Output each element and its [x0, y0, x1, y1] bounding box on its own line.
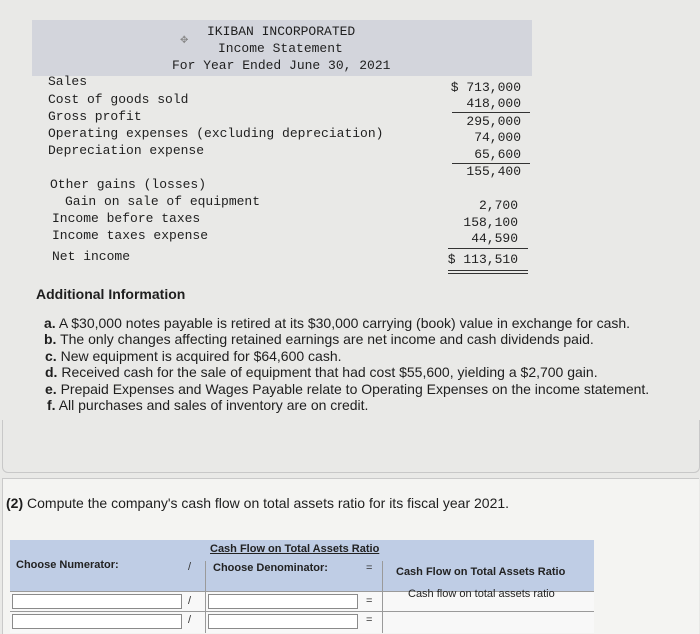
line-label: Other gains (losses) — [50, 177, 207, 192]
info-item — [36, 381, 696, 398]
equals-symbol: = — [366, 595, 373, 607]
additional-information — [36, 286, 696, 414]
row-divider — [10, 611, 594, 612]
item-letter: f. — [47, 397, 56, 413]
question-text — [6, 495, 509, 511]
result-row-label: Cash flow on total assets ratio — [408, 588, 555, 600]
equals-symbol: = — [366, 614, 373, 626]
denominator-input[interactable] — [208, 614, 358, 629]
line-amount: 155,400 — [466, 164, 521, 179]
item-text: All purchases and sales of inventory are on credit. — [58, 397, 369, 413]
table-title: Cash Flow on Total Assets Ratio — [210, 543, 380, 555]
line-amount: 74,000 — [474, 130, 521, 145]
item-text: Prepaid Expenses and Wages Payable relate to Operating Expenses on the income statement. — [60, 380, 650, 397]
divide-symbol: / — [188, 561, 192, 573]
statement-period: For Year Ended June 30, 2021 — [172, 58, 391, 73]
item-text: The only changes affecting retained earnings are net income and cash dividends paid. — [60, 331, 594, 347]
line-label: Sales — [48, 74, 88, 89]
info-item — [36, 315, 696, 332]
item-letter: d. — [45, 364, 58, 380]
line-amount: 44,590 — [471, 231, 518, 246]
cursor-icon: ✥ — [180, 35, 189, 46]
info-item — [36, 348, 696, 365]
line-label: Depreciation expense — [48, 143, 205, 158]
line-label: Operating expenses (excluding depreciation) — [48, 126, 384, 141]
info-item — [36, 364, 696, 381]
question-body: Compute the company's cash flow on total assets ratio for its fiscal year 2021. — [27, 495, 510, 511]
company-name: IKIBAN INCORPORATED — [207, 24, 356, 39]
income-statement — [0, 0, 700, 280]
item-letter: e. — [45, 380, 57, 397]
double-underline — [448, 270, 528, 271]
denominator-input[interactable] — [208, 594, 358, 609]
line-label: Gross profit — [48, 109, 142, 124]
column-divider — [205, 561, 206, 633]
info-item — [36, 331, 696, 348]
underline — [452, 112, 530, 113]
line-label: Gain on sale of equipment — [65, 194, 261, 209]
ratio-table — [10, 540, 594, 633]
denominator-label: Choose Denominator: — [213, 562, 328, 574]
line-amount: 295,000 — [466, 114, 521, 129]
item-text: New equipment is acquired for $64,600 cash. — [60, 347, 342, 364]
numerator-input[interactable] — [12, 614, 182, 629]
numerator-label: Choose Numerator: — [16, 559, 119, 571]
line-amount: 418,000 — [466, 96, 521, 111]
line-label: Income taxes expense — [52, 228, 209, 243]
line-label: Cost of goods sold — [48, 92, 189, 107]
line-amount: 2,700 — [478, 198, 518, 213]
additional-heading: Additional Information — [36, 286, 186, 302]
double-underline — [448, 273, 528, 274]
item-text: Received cash for the sale of equipment that had cost $55,600, yielding a $2,700 gain. — [61, 364, 598, 380]
line-label: Net income — [52, 249, 131, 264]
statement-title: Income Statement — [218, 41, 343, 56]
line-amount: $ 713,000 — [450, 80, 521, 95]
equals-symbol: = — [366, 562, 373, 574]
item-text: A $30,000 notes payable is retired at its $30,000 carrying (book) value in exchange for cash. — [58, 314, 631, 331]
question-number: (2) — [6, 495, 24, 511]
result-header: Cash Flow on Total Assets Ratio — [396, 566, 566, 578]
line-amount: 158,100 — [463, 215, 518, 230]
item-letter: c. — [45, 347, 57, 364]
line-amount: $ 113,510 — [447, 252, 518, 267]
line-amount: 65,600 — [474, 147, 521, 162]
info-panel-border — [2, 420, 700, 473]
line-label: Income before taxes — [52, 211, 201, 226]
info-item — [36, 397, 696, 414]
underline — [448, 248, 528, 249]
item-letter: a. — [44, 314, 56, 331]
numerator-input[interactable] — [12, 594, 182, 609]
column-divider — [382, 561, 383, 633]
item-letter: b. — [44, 331, 57, 347]
divide-symbol: / — [188, 595, 192, 607]
divide-symbol: / — [188, 614, 192, 626]
